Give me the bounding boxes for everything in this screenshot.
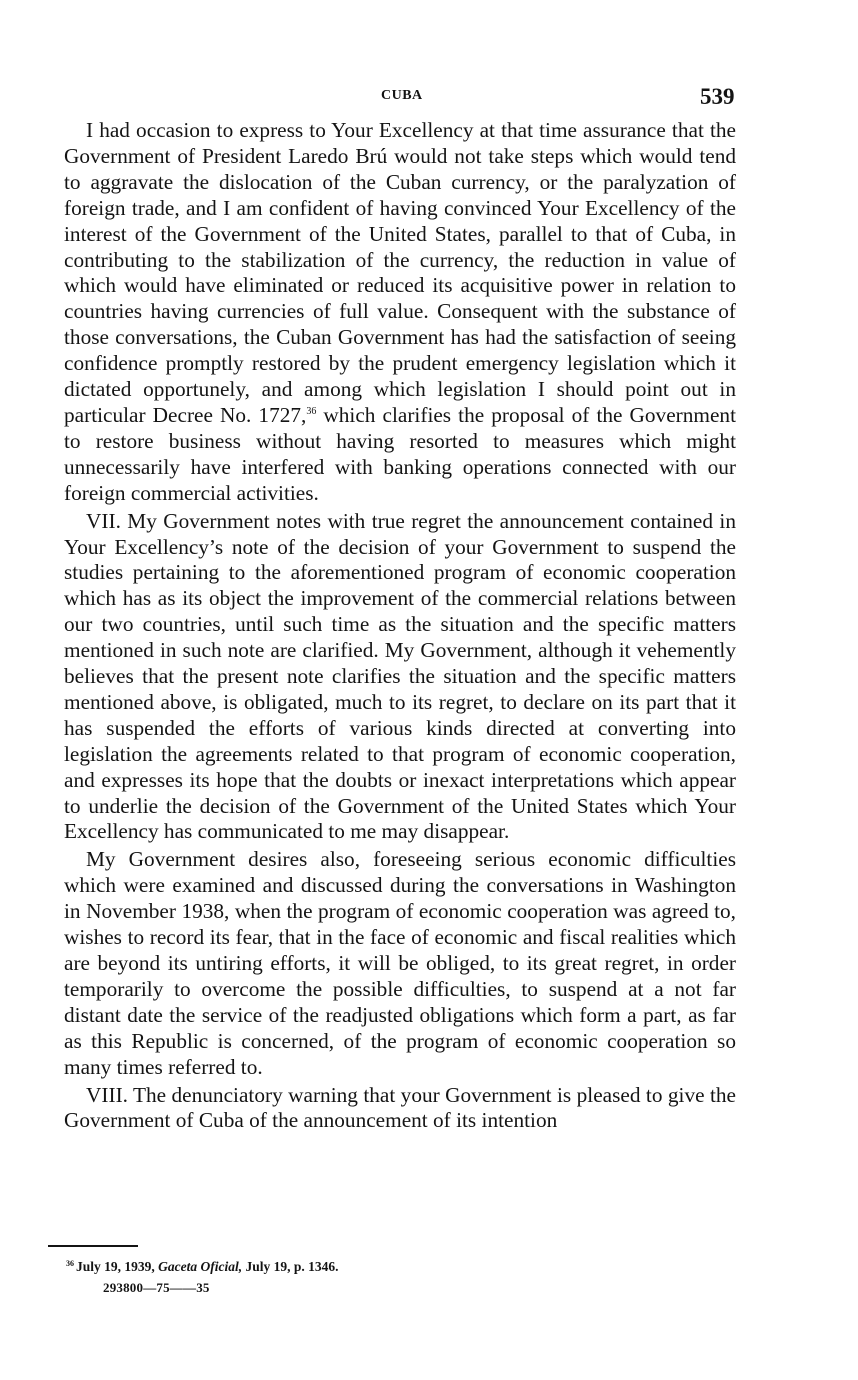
footnote-reference: 36 <box>306 405 317 417</box>
footnote-divider <box>48 1245 138 1247</box>
paragraph-text: I had occasion to express to Your Excellency at that time assurance that the Government of President Laredo Brú would not take steps which would tend to aggravate the dislocation of the Cuban currency, or the paralyzation of foreign trade, and I am confident of having convinced Your Excellency of the interest of the Government of the United States, parallel to that of Cuba, in contributing to the stabilization of the currency, the reduction in value of which would have eliminated or reduced its acquisitive power in relation to countries having currencies of full value. Consequent with the substance of those conversations, the Cuban Government has had the satisfaction of seeing confidence promptly restored by the prudent emergency legislation which it dictated opportunely, and among which legislation I should point out in particular Decree No. 1727, <box>64 118 736 427</box>
paragraph <box>64 509 736 846</box>
paragraph-text: VII. My Government notes with true regret the announcement contained in Your Excellency’s note of the decision of your Government to suspend the studies pertaining to the aforementioned program of economic cooperation which has as its object the improvement of the commercial relations between our two countries, until such time as the situation and the specific matters mentioned in such note are clarified. My Government, although it vehemently believes that the present note clarifies the situation and the specific matters mentioned above, is obligated, much to its regret, to declare on its part that it has suspended the efforts of various kinds directed at converting into legislation the agreements related to that program of economic cooperation, and expresses its hope that the doubts or inexact interpretations which appear to underlie the decision of the Government of the United States which Your Excellency has communicated to me may disappear. <box>64 508 736 844</box>
paragraph-text: My Government desires also, foreseeing serious economic difficulties which were examined and discussed during the conversations in Washington in November 1938, when the program of economic cooperation was agreed to, wishes to record its fear, that in the face of economic and fiscal realities which are beyond its untiring efforts, it will be obliged, to its great regret, in order temporarily to overcome the possible difficulties, to suspend at a not far distant date the service of the readjusted obligations which form a part, as far as this Republic is concerned, of the program of economic cooperation so many times referred to. <box>64 847 736 1079</box>
footnote <box>66 1258 339 1276</box>
print-code: 293800—75——35 <box>103 1280 210 1295</box>
paragraph-text-continued: which clarifies the proposal of the Government to restore business without having resorted to measures which might unnecessarily have interfered with banking operations connected with our foreign commercial activities. <box>64 402 736 505</box>
section-title: CUBA <box>381 88 423 103</box>
footnote-citation: July 19, p. 1346. <box>245 1259 339 1274</box>
footnote-date: July 19, 1939, <box>76 1259 155 1274</box>
page-number: 539 <box>700 84 735 109</box>
paragraph-text: VIII. The denunciatory warning that your Government is pleased to give the Government of Cuba of the announcement of its intention <box>64 1082 736 1133</box>
paragraph <box>64 118 736 507</box>
body-text <box>64 118 736 1136</box>
paragraph <box>64 847 736 1080</box>
footnote-publication: Gaceta Oficial, <box>158 1259 243 1274</box>
footnote-marker: 36 <box>66 1258 74 1268</box>
paragraph <box>64 1083 736 1135</box>
running-head <box>0 84 858 110</box>
